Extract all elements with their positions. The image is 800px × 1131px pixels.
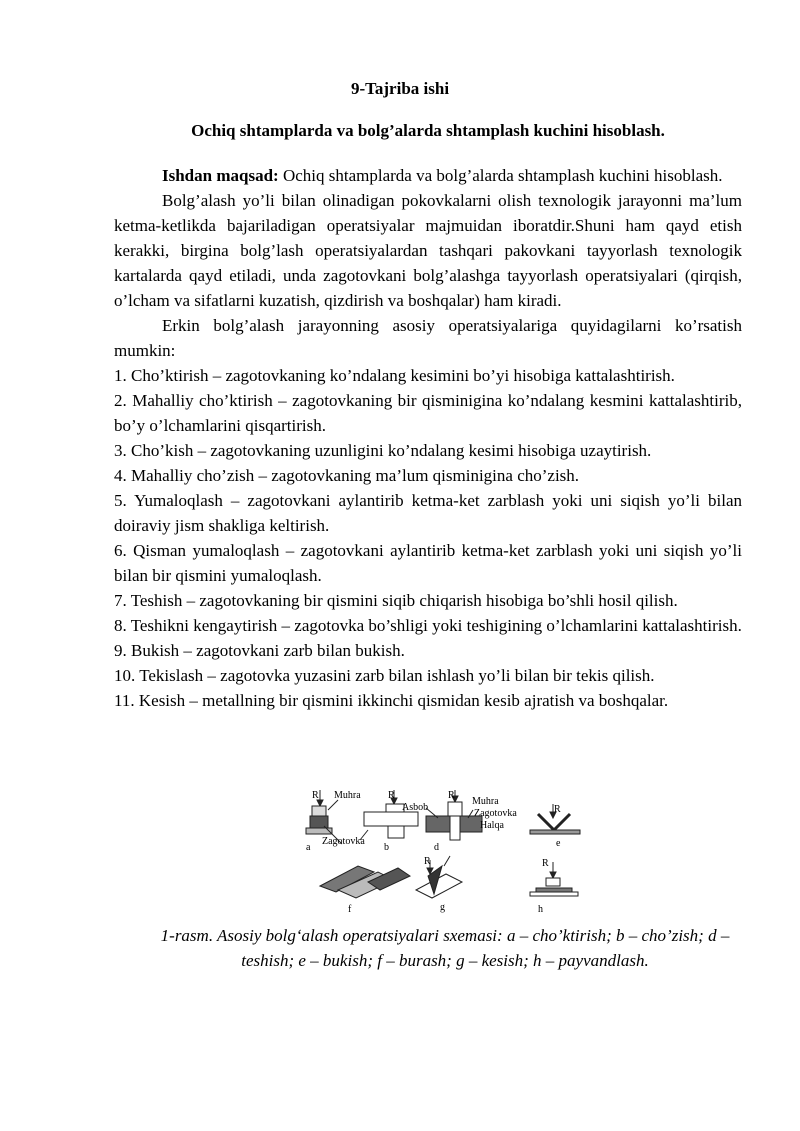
operation-item: 10. Tekislash – zagotovka yuzasini zarb bilan ishlash yo’li bilan bir tekis qilish. xyxy=(114,666,655,685)
forging-operations-diagram xyxy=(298,786,610,916)
label-zagotovka: Zagotovka xyxy=(322,836,365,847)
label-zagotovka: Zagotovka xyxy=(474,808,517,819)
label-r: R xyxy=(388,790,395,801)
label-b: b xyxy=(384,842,389,853)
diagram-welding xyxy=(530,862,578,896)
goal-paragraph xyxy=(114,163,742,188)
operation-item: 7. Teshish – zagotovkaning bir qismini siqib chiqarish hisobiga bo’shli hosil qilish. xyxy=(114,591,678,610)
goal-text: Ochiq shtamplarda va bolg’alarda shtamplash kuchini hisoblash. xyxy=(278,166,723,185)
label-halqa: Halqa xyxy=(480,820,504,831)
operation-item: 4. Mahalliy cho’zish – zagotovkaning ma’lum qisminigina cho’zish. xyxy=(114,466,580,485)
page-title: 9-Tajriba ishi xyxy=(350,79,450,98)
label-e: e xyxy=(556,838,561,849)
operation-item: 9. Bukish – zagotovkani zarb bilan bukish. xyxy=(114,641,405,660)
label-r: R xyxy=(448,790,455,801)
operation-item: 8. Teshikni kengaytirish – zagotovka bo’shligi yoki teshigining o’lchamlarini kattalashtirish. xyxy=(114,616,742,635)
label-muhra: Muhra xyxy=(334,790,361,801)
diagram-twisting xyxy=(320,866,410,898)
operation-item: 2. Mahalliy cho’ktirish – zagotovkaning bir qisminigina ko’ndalang kesmini kattalashtirib, bo’y o’lchamlarini qisqartirish. xyxy=(114,391,742,435)
label-h: h xyxy=(538,904,543,915)
operations-intro: Erkin bolg’alash jarayonning asosiy operatsiyalariga quyidagilarni ko’rsatish mumkin: xyxy=(114,316,742,360)
label-g: g xyxy=(440,902,445,913)
goal-label: Ishdan maqsad: xyxy=(162,166,279,185)
label-d: d xyxy=(434,842,439,853)
operation-item: 1. Cho’ktirish – zagotovkaning ko’ndalang kesimini bo’yi hisobiga kattalashtirish. xyxy=(114,366,675,385)
label-r: R xyxy=(424,856,431,867)
label-r: R xyxy=(542,858,549,869)
figure-caption: 1-rasm. Asosiy bolg‘alash operatsiyalari sxemasi: a – cho’ktirish; b – cho’zish; d – teshish; e – bukish; f – burash; g – kesish; h – payvandlash. xyxy=(160,926,730,970)
label-muhra: Muhra xyxy=(472,796,499,807)
label-asbob: Asbob xyxy=(402,802,429,813)
label-f: f xyxy=(348,904,352,915)
label-a: a xyxy=(306,842,311,853)
document-body xyxy=(114,163,742,713)
operation-item: 11. Kesish – metallning bir qismini ikkinchi qismidan kesib ajratish va boshqalar. xyxy=(114,691,669,710)
label-r: R xyxy=(312,790,319,801)
page-subtitle: Ochiq shtamplarda va bolg’alarda shtamplash kuchini hisoblash. xyxy=(191,121,665,140)
operation-item: 6. Qisman yumaloqlash – zagotovkani aylantirib ketma-ket zarblash yoki uni siqish yo’li bilan bir qismini yumaloqlash. xyxy=(114,541,742,585)
diagram-cutting xyxy=(416,856,462,898)
operation-item: 5. Yumaloqlash – zagotovkani aylantirib ketma-ket zarblash yoki uni siqish yo’li bilan doiraviy jism shakliga keltirish. xyxy=(114,491,742,535)
intro-paragraph: Bolg’alash yo’li bilan olinadigan pokovkalarni olish texnologik jarayonni ma’lum ketma-ketlikda bajariladigan operatsiyalar majmuidan iboratdir.Shuni ham qayd etish kerakki, birgina bolg’lash operatsiyalardan tashqari pakovkani tayyorlash texnologik kartalarda qayd etiladi, unda zagotovkani bolg’alashga tayyorlash operatsiyalari (qirqish, o’lcham va sifatlarni kuzatish, qizdirish va boshqalar) ham kiradi. xyxy=(114,191,742,310)
operation-item: 3. Cho’kish – zagotovkaning uzunligini ko’ndalang kesimi hisobiga uzaytirish. xyxy=(114,441,652,460)
label-r: R xyxy=(554,804,561,815)
